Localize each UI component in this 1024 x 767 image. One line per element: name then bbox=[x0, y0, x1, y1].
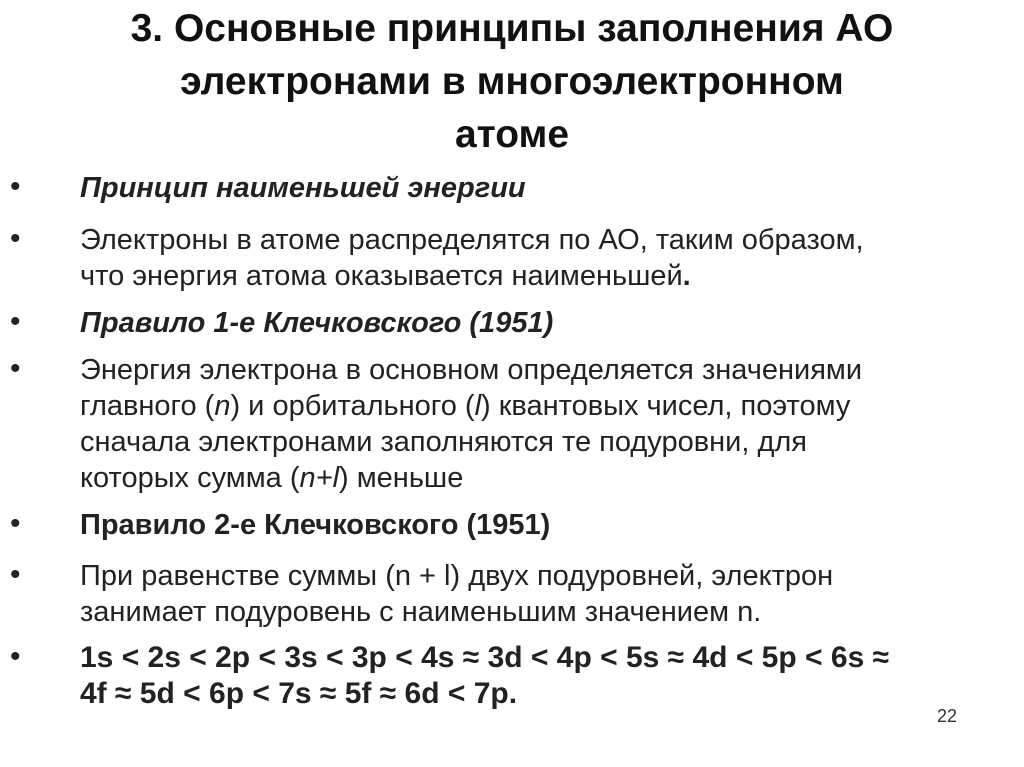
bullet-icon: • bbox=[10, 640, 21, 673]
principle-heading bbox=[80, 170, 1010, 206]
text-line: Электроны в атоме распределятся по АО, таким образом, bbox=[80, 224, 864, 256]
title-line-2: электронами в многоэлектронном bbox=[180, 60, 844, 103]
text-line: При равенстве суммы (n + l) двух подуровней, электрон bbox=[80, 560, 834, 592]
text-fragment: l bbox=[474, 390, 482, 422]
slide-title bbox=[40, 2, 984, 161]
text-fragment: ) квантовых чисел, поэтому bbox=[481, 390, 851, 422]
rule2-heading bbox=[80, 507, 1010, 543]
text-fragment: n bbox=[214, 390, 231, 422]
text-line bbox=[80, 258, 1010, 294]
text-fragment: . bbox=[682, 260, 691, 292]
energy-order-formula bbox=[80, 640, 1010, 712]
page-number: 22 bbox=[937, 706, 958, 726]
text-fragment: n+l bbox=[299, 462, 340, 494]
bullet-icon: • bbox=[10, 558, 21, 591]
bullet-icon: • bbox=[10, 507, 21, 540]
title-line-3: атоме bbox=[454, 113, 570, 156]
principle-heading-text: Принцип наименьшей энергии bbox=[80, 172, 526, 204]
rule2-description bbox=[80, 558, 1010, 630]
text-fragment: главного ( bbox=[80, 390, 215, 422]
rule1-heading-text: Правило 1-е Клечковского (1951) bbox=[80, 307, 554, 339]
rule1-description bbox=[80, 352, 1010, 496]
bullet-icon: • bbox=[10, 305, 21, 338]
text-fragment: что энергия атома оказывается наименьшей bbox=[80, 260, 683, 292]
text-line bbox=[80, 388, 1010, 424]
principle-description bbox=[80, 222, 1010, 294]
bullet-icon: • bbox=[10, 170, 21, 203]
rule1-heading bbox=[80, 305, 1010, 341]
text-fragment: ) и орбитального ( bbox=[230, 390, 475, 422]
title-line-1: 3. Основные принципы заполнения АО bbox=[130, 7, 894, 50]
bullet-icon: • bbox=[10, 222, 21, 255]
formula-line: 4f ≈ 5d < 6p < 7s ≈ 5f ≈ 6d < 7p. bbox=[80, 677, 518, 710]
text-fragment: которых сумма ( bbox=[80, 462, 300, 494]
rule2-heading-text: Правило 2-е Клечковского (1951) bbox=[80, 509, 551, 541]
text-line bbox=[80, 460, 1010, 496]
text-fragment: ) меньше bbox=[339, 462, 464, 494]
text-line: сначала электронами заполняются те подуровни, для bbox=[80, 426, 808, 458]
bullet-icon: • bbox=[10, 352, 21, 385]
formula-line: 1s < 2s < 2p < 3s < 3p < 4s ≈ 3d < 4p < 5s ≈ 4d < 5p < 6s ≈ bbox=[80, 641, 890, 674]
text-line: Энергия электрона в основном определяется значениями bbox=[80, 354, 863, 386]
text-line: занимает подуровень с наименьшим значением n. bbox=[80, 596, 762, 628]
